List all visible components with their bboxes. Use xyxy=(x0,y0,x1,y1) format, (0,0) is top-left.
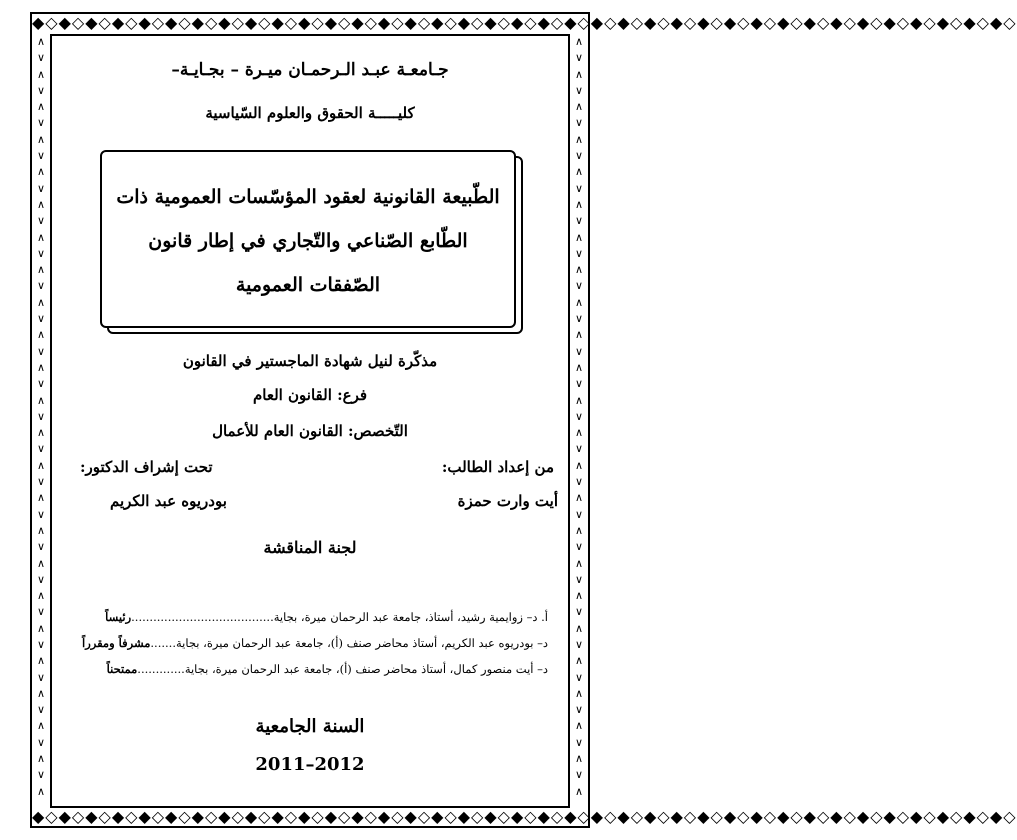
border-ornament-glyph: ∧ xyxy=(36,654,46,668)
border-ornament-glyph: ∧ xyxy=(574,621,584,635)
border-ornament-glyph: ∧ xyxy=(574,719,584,733)
border-ornament-glyph: ∧ xyxy=(36,458,46,472)
border-ornament-glyph: ∨ xyxy=(36,768,46,782)
border-ornament-glyph: ∧ xyxy=(36,621,46,635)
border-ornament-glyph: ∧ xyxy=(574,458,584,472)
border-ornament-glyph: ∨ xyxy=(574,670,584,684)
thesis-branch: فرع: القانون العام xyxy=(252,386,368,404)
border-ornament-glyph: ∧ xyxy=(36,752,46,766)
border-ornament-glyph: ∧ xyxy=(574,393,584,407)
border-ornament-glyph: ∨ xyxy=(36,409,46,423)
title-line-2: الطّابع الصّناعي والتّجاري في إطار قانون xyxy=(148,230,468,252)
border-ornament-glyph: ∨ xyxy=(574,149,584,163)
border-ornament-glyph: ∨ xyxy=(574,637,584,651)
border-ornament-glyph: ∨ xyxy=(574,475,584,489)
border-ornament-glyph: ∧ xyxy=(36,197,46,211)
border-ornament-glyph: ∨ xyxy=(574,572,584,586)
border-ornament-glyph: ∨ xyxy=(574,703,584,717)
border-ornament-glyph: ∨ xyxy=(574,246,584,260)
border-ornament-glyph: ∧ xyxy=(574,132,584,146)
border-ornament-glyph: ∧ xyxy=(36,132,46,146)
border-ornament-glyph: ∧ xyxy=(36,491,46,505)
border-ornament-glyph: ∨ xyxy=(574,116,584,130)
border-ornament-glyph: ∧ xyxy=(36,263,46,277)
border-ornament-left xyxy=(32,34,50,806)
border-ornament-glyph: ∨ xyxy=(574,83,584,97)
border-ornament-glyph: ∧ xyxy=(36,556,46,570)
border-ornament-glyph: ∧ xyxy=(574,263,584,277)
border-ornament-glyph: ∨ xyxy=(574,735,584,749)
thesis-degree: مذكّرة لنيل شهادة الماجستير في القانون xyxy=(182,352,438,370)
border-ornament-glyph: ∨ xyxy=(574,540,584,554)
border-ornament-glyph: ∧ xyxy=(36,230,46,244)
border-ornament-glyph: ∧ xyxy=(36,67,46,81)
border-ornament-glyph: ∧ xyxy=(574,230,584,244)
border-ornament-glyph: ∧ xyxy=(36,523,46,537)
border-ornament-bottom: ◆◇◆◇◆◇◆◇◆◇◆◇◆◇◆◇◆◇◆◇◆◇◆◇◆◇◆◇◆◇◆◇◆◇◆◇◆◇◆◇◆◇◆◇◆◇◆◇◆◇◆◇◆◇◆◇◆◇◆◇◆◇◆◇◆◇◆◇◆◇◆◇◆◇ xyxy=(32,807,1017,826)
border-ornament-glyph: ∨ xyxy=(36,51,46,65)
committee-member-text: د– أيت منصور كمال، أستاذ محاضر صنف (أ)، جامعة عبد الرحمان ميرة، بجاية............. xyxy=(137,662,548,676)
faculty-name: كليـــــة الحقوق والعلوم السّياسية xyxy=(205,104,415,122)
border-ornament-glyph: ∧ xyxy=(36,784,46,798)
border-ornament-glyph: ∨ xyxy=(36,735,46,749)
border-ornament-glyph: ∨ xyxy=(574,768,584,782)
thesis-specialty: التّخصص: القانون العام للأعمال xyxy=(212,422,408,440)
border-ornament-glyph: ∨ xyxy=(36,670,46,684)
border-ornament-glyph: ∧ xyxy=(36,393,46,407)
border-ornament-glyph: ∨ xyxy=(36,442,46,456)
committee-member-3 xyxy=(70,662,548,676)
border-ornament-glyph: ∧ xyxy=(36,165,46,179)
border-ornament-glyph: ∨ xyxy=(574,181,584,195)
border-ornament-glyph: ∨ xyxy=(36,279,46,293)
border-ornament-glyph: ∧ xyxy=(574,556,584,570)
border-ornament-glyph: ∨ xyxy=(574,409,584,423)
border-ornament-glyph: ∧ xyxy=(574,295,584,309)
committee-member-text: د– بودريوه عبد الكريم، أستاذ محاضر صنف (أ)، جامعة عبد الرحمان ميرة، بجاية....... xyxy=(150,636,548,650)
border-ornament-glyph: ∨ xyxy=(36,572,46,586)
border-ornament-right xyxy=(570,34,588,806)
border-ornament-glyph: ∨ xyxy=(36,181,46,195)
border-ornament-glyph: ∨ xyxy=(36,83,46,97)
title-line-3: الصّفقات العمومية xyxy=(235,274,381,296)
border-ornament-glyph: ∨ xyxy=(574,51,584,65)
committee-member-role: ممتحناً xyxy=(106,662,138,676)
border-ornament-glyph: ∨ xyxy=(36,703,46,717)
border-ornament-glyph: ∧ xyxy=(574,360,584,374)
border-ornament-glyph: ∨ xyxy=(574,214,584,228)
title-line-1: الطّبيعة القانونية لعقود المؤسّسات العمومية ذات xyxy=(116,186,500,208)
border-ornament-glyph: ∧ xyxy=(574,328,584,342)
border-ornament-glyph: ∧ xyxy=(36,719,46,733)
border-ornament-glyph: ∨ xyxy=(36,507,46,521)
committee-member-2 xyxy=(70,636,548,650)
border-ornament-glyph: ∧ xyxy=(574,752,584,766)
border-ornament-glyph: ∧ xyxy=(574,589,584,603)
border-ornament-glyph: ∧ xyxy=(36,295,46,309)
university-name: جـامعـة عبـد الـرحمـان ميـرة – بجـايـة– xyxy=(171,60,449,80)
border-ornament-glyph: ∨ xyxy=(36,475,46,489)
border-ornament-glyph: ∨ xyxy=(574,377,584,391)
border-ornament-glyph: ∨ xyxy=(36,214,46,228)
border-ornament-glyph: ∧ xyxy=(574,523,584,537)
border-ornament-glyph: ∨ xyxy=(36,149,46,163)
border-ornament-glyph: ∨ xyxy=(574,279,584,293)
committee-member-text: أ. د– زوايمية رشيد، أستاذ، جامعة عبد الرحمان ميرة، بجاية....................................... xyxy=(131,610,548,624)
border-ornament-glyph: ∧ xyxy=(574,197,584,211)
border-ornament-glyph: ∧ xyxy=(574,165,584,179)
academic-year-label: السنة الجامعية xyxy=(255,716,365,737)
supervisor-name: بودريوه عبد الكريم xyxy=(110,492,227,510)
border-ornament-glyph: ∨ xyxy=(36,377,46,391)
border-ornament-glyph: ∧ xyxy=(36,426,46,440)
committee-member-role: رئيساً xyxy=(105,610,132,624)
academic-year-value: 2011–2012 xyxy=(255,754,365,775)
border-ornament-glyph: ∧ xyxy=(36,360,46,374)
committee-title: لجنة المناقشة xyxy=(263,538,357,557)
border-ornament-glyph: ∨ xyxy=(36,312,46,326)
border-ornament-glyph: ∨ xyxy=(36,605,46,619)
committee-member-role: مشرفاً ومقرراً xyxy=(82,636,151,650)
border-ornament-glyph: ∨ xyxy=(574,507,584,521)
border-ornament-glyph: ∨ xyxy=(36,344,46,358)
border-ornament-glyph: ∧ xyxy=(574,491,584,505)
border-ornament-glyph: ∨ xyxy=(36,637,46,651)
border-ornament-glyph: ∧ xyxy=(574,784,584,798)
border-ornament-glyph: ∧ xyxy=(574,686,584,700)
border-ornament-glyph: ∨ xyxy=(36,116,46,130)
border-ornament-glyph: ∧ xyxy=(36,589,46,603)
border-ornament-glyph: ∧ xyxy=(574,100,584,114)
border-ornament-glyph: ∨ xyxy=(574,312,584,326)
student-name: أيت وارت حمزة xyxy=(457,492,558,510)
border-ornament-glyph: ∧ xyxy=(574,35,584,48)
supervisor-label: تحت إشراف الدكتور: xyxy=(80,458,213,476)
border-ornament-glyph: ∨ xyxy=(36,246,46,260)
prepared-by-label: من إعداد الطالب: xyxy=(441,458,554,476)
border-ornament-top: ◆◇◆◇◆◇◆◇◆◇◆◇◆◇◆◇◆◇◆◇◆◇◆◇◆◇◆◇◆◇◆◇◆◇◆◇◆◇◆◇◆◇◆◇◆◇◆◇◆◇◆◇◆◇◆◇◆◇◆◇◆◇◆◇◆◇◆◇◆◇◆◇◆◇ xyxy=(32,13,1017,32)
border-ornament-glyph: ∧ xyxy=(574,67,584,81)
border-ornament-glyph: ∧ xyxy=(36,100,46,114)
border-ornament-glyph: ∨ xyxy=(574,605,584,619)
border-ornament-glyph: ∧ xyxy=(36,686,46,700)
border-ornament-glyph: ∨ xyxy=(36,540,46,554)
border-ornament-glyph: ∨ xyxy=(574,442,584,456)
border-ornament-glyph: ∧ xyxy=(36,35,46,48)
committee-member-1 xyxy=(70,610,548,624)
border-ornament-glyph: ∨ xyxy=(574,344,584,358)
border-ornament-glyph: ∧ xyxy=(36,328,46,342)
border-ornament-glyph: ∧ xyxy=(574,654,584,668)
border-ornament-glyph: ∧ xyxy=(574,426,584,440)
